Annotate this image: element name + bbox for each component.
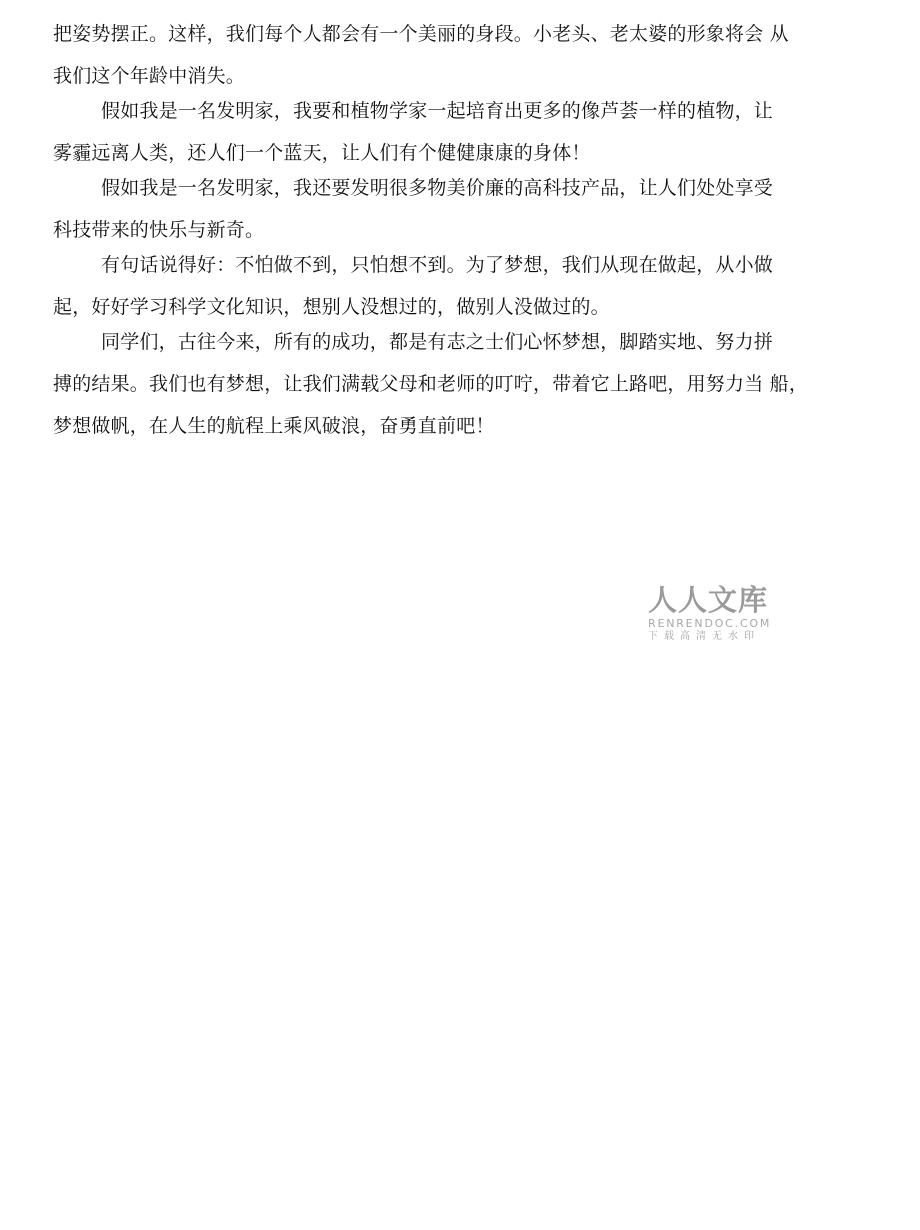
watermark-tagline: 下载高清无水印: [648, 631, 760, 642]
document-body: [53, 24, 883, 451]
paragraph: [53, 332, 883, 437]
paragraph: [53, 24, 883, 87]
text-line: 同学们，古往今来，所有的成功，都是有志之士们心怀梦想，脚踏实地、努力拼: [101, 331, 774, 353]
text-line: 雾霾远离人类，还人们一个蓝天，让人们有个健健康康的身体！: [53, 142, 591, 164]
paragraph: [53, 178, 883, 241]
paragraph: [53, 101, 883, 164]
text-line: 科技带来的快乐与新奇。: [53, 219, 265, 241]
text-line: 我们这个年龄中消失。: [53, 65, 246, 87]
watermark-logo: [648, 584, 772, 646]
watermark-domain: RENRENDOC.COM: [648, 617, 772, 630]
paragraph: [53, 255, 883, 318]
text-line: 搏的结果。我们也有梦想，让我们满载父母和老师的叮咛，带着它上路吧，用努力当 船，: [53, 373, 809, 395]
text-line: 把姿势摆正。这样，我们每个人都会有一个美丽的身段。小老头、老太婆的形象将会 从: [53, 23, 789, 45]
watermark-title: 人人文库: [648, 583, 769, 617]
text-line: 有句话说得好：不怕做不到，只怕想不到。为了梦想，我们从现在做起，从小做: [101, 254, 774, 276]
text-line: 假如我是一名发明家，我还要发明很多物美价廉的高科技产品，让人们处处享受: [101, 177, 774, 199]
text-line: 梦想做帆，在人生的航程上乘风破浪，奋勇直前吧！: [53, 415, 495, 437]
text-line: 起，好好学习科学文化知识，想别人没想过的，做别人没做过的。: [53, 296, 610, 318]
text-line: 假如我是一名发明家，我要和植物学家一起培育出更多的像芦荟一样的植物，让: [101, 100, 774, 122]
